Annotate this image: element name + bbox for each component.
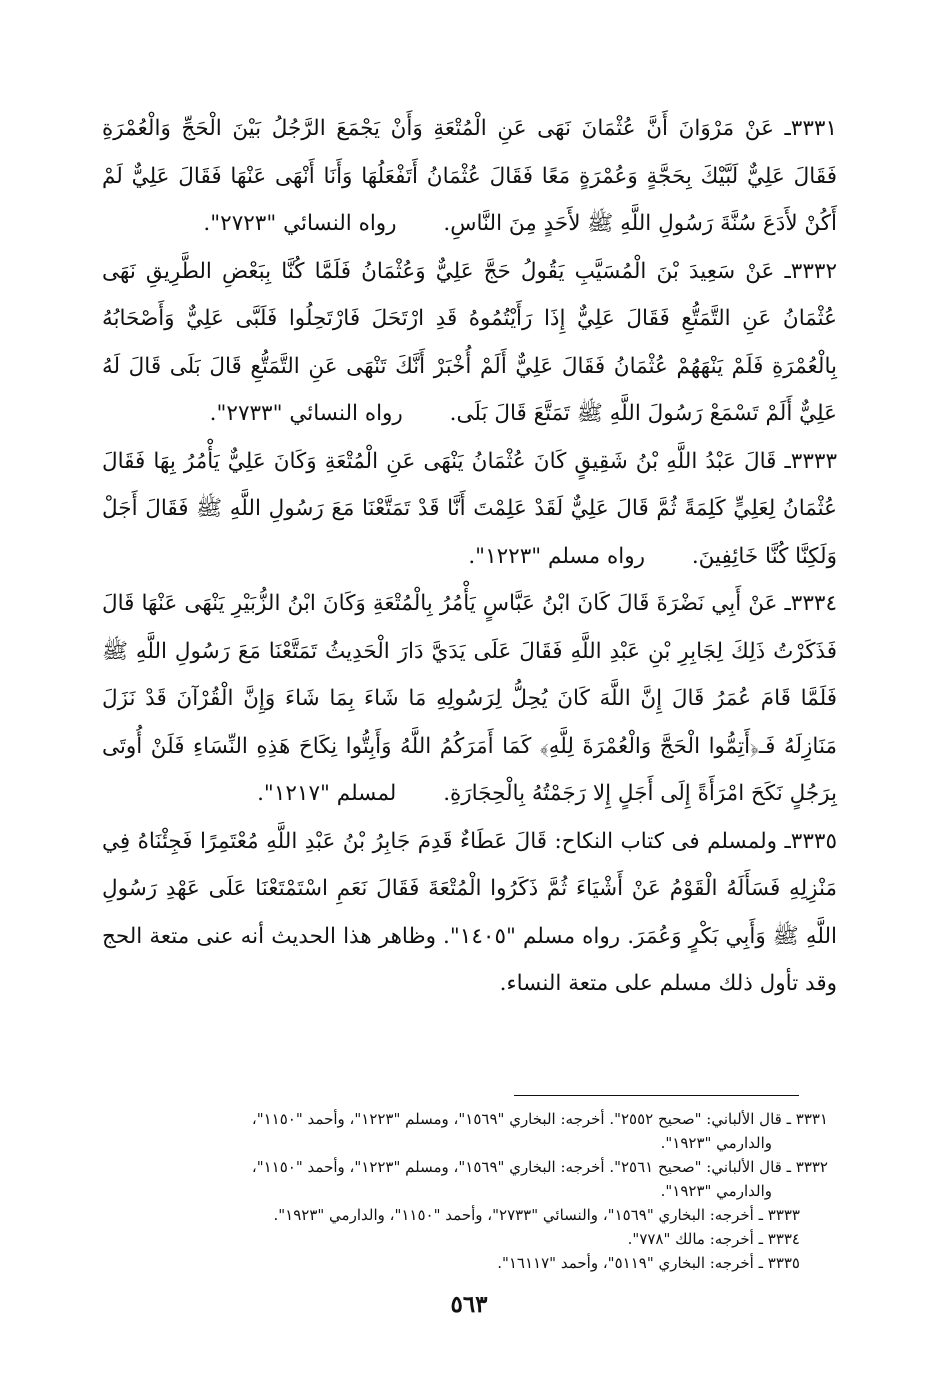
hadith-3331 [102,105,837,248]
footnote-line: ٣٣٣١ ـ قال الألباني: "صحيح ٢٥٥٢". أخرجه: البخاري "١٥٦٩"، ومسلم "١٢٢٣"، وأحمد "١١٥٠"، [251,1110,828,1128]
hadith-source: لمسلم "١٢١٧". [257,781,397,806]
hadith-source: رواه مسلم "١٢٢٣". [468,543,645,569]
hadith-3334 [102,580,837,818]
footnote-line: والدارمي "١٩٢٣". [660,1134,772,1152]
hadith-source: رواه النسائي "٢٧٢٣". [203,211,397,236]
footnote-divider [514,1095,799,1096]
hadith-text: ٣٣٣١ـ عَنْ مَرْوَانَ أَنَّ عُثْمَانَ نَهَى عَنِ الْمُتْعَةِ وَأَنْ يَجْمَعَ الرَّجُلُ بَيْنَ الْحَجِّ وَالْعُمْرَةِ فَقَالَ عَلِيٌّ لَبَّيْكَ بِحَجَّةٍ وَعُمْرَةٍ مَعًا فَقَالَ عُثْمَانُ أَتَفْعَلُهَا وَأَنَا أَنْهَى عَنْهَا فَقَالَ عَلِيٌّ لَمْ أَكُنْ لأَدَعَ سُنَّةَ رَسُولِ اللَّهِ ﷺ لأَحَدٍ مِنَ النَّاسِ. [102,116,837,236]
footnote-line: ٣٣٣٢ ـ قال الألباني: "صحيح ٢٥٦١". أخرجه: البخاري "١٥٦٩"، ومسلم "١٢٢٣"، وأحمد "١١٥٠"، [251,1158,828,1176]
footnote-line: ٣٣٣٥ ـ أخرجه: البخاري "٥١١٩"، وأحمد "١٦١١٧". [497,1254,800,1272]
hadith-text: ٣٣٣٤ـ عَنْ أَبِي نَضْرَةَ قَالَ كَانَ ابْنُ عَبَّاسٍ يَأْمُرُ بِالْمُتْعَةِ وَكَانَ ابْنُ الزُّبَيْرِ يَنْهَى عَنْهَا قَالَ فَذَكَرْتُ ذَلِكَ لِجَابِرِ بْنِ عَبْدِ اللَّهِ فَقَالَ عَلَى يَدَيَّ دَارَ الْحَدِيثُ تَمَتَّعْنَا مَعَ رَسُولِ اللَّهِ ﷺ فَلَمَّا قَامَ عُمَرُ قَالَ إِنَّ اللَّهَ كَانَ يُحِلُّ لِرَسُولِهِ مَا شَاءَ بِمَا شَاءَ وَإِنَّ الْقُرْآنَ قَدْ نَزَلَ مَنَازِلَهُ فَـ﴿أَتِمُّوا الْحَجَّ وَالْعُمْرَةَ لِلَّهِ﴾ كَمَا أَمَرَكُمُ اللَّهُ وَأَبِتُّوا نِكَاحَ هَذِهِ النِّسَاءِ فَلَنْ أُوتَى بِرَجُلٍ نَكَحَ امْرَأَةً إِلَى أَجَلٍ إِلا رَجَمْتُهُ بِالْحِجَارَةِ. [102,591,837,806]
hadith-text: ٣٣٣٢ـ عَنْ سَعِيدَ بْنَ الْمُسَيَّبِ يَقُولُ حَجَّ عَلِيٌّ وَعُثْمَانُ فَلَمَّا كُنَّا بِبَعْضِ الطَّرِيقِ نَهَى عُثْمَانُ عَنِ التَّمَتُّعِ فَقَالَ عَلِيٌّ إِذَا رَأَيْتُمُوهُ قَدِ ارْتَحَلَ فَارْتَحِلُوا فَلَبَّى عَلِيٌّ وَأَصْحَابُهُ بِالْعُمْرَةِ فَلَمْ يَنْهَهُمْ عُثْمَانُ فَقَالَ عَلِيٌّ أَلَمْ أُخْبَرْ أَنَّكَ تَنْهَى عَنِ التَّمَتُّعِ قَالَ بَلَى قَالَ لَهُ عَلِيٌّ أَلَمْ تَسْمَعْ رَسُولَ اللَّهِ ﷺ تَمَتَّعَ قَالَ بَلَى. [102,258,837,426]
hadith-3332 [102,248,837,438]
hadith-text: ٣٣٣٣ـ قَالَ عَبْدُ اللَّهِ بْنُ شَقِيقٍ كَانَ عُثْمَانُ يَنْهَى عَنِ الْمُتْعَةِ وَكَانَ عَلِيٌّ يَأْمُرُ بِهَا فَقَالَ عُثْمَانُ لِعَلِيٍّ كَلِمَةً ثُمَّ قَالَ عَلِيٌّ لَقَدْ عَلِمْتَ أَنَّا قَدْ تَمَتَّعْنَا مَعَ رَسُولِ اللَّهِ ﷺ فَقَالَ أَجَلْ وَلَكِنَّا كُنَّا خَائِفِينَ. [102,448,837,569]
footnote-3332 [102,1155,828,1203]
footnote-3331 [102,1107,828,1155]
footnote-line: ٣٣٣٤ ـ أخرجه: مالك "٧٧٨". [627,1230,800,1248]
footnote-3335 [102,1251,828,1275]
footnotes [102,1107,828,1275]
footnote-line: والدارمي "١٩٢٣". [660,1182,772,1200]
footnote-3333 [102,1203,828,1227]
hadith-3335 [102,818,837,1008]
hadith-source: رواه النسائي "٢٧٣٣". [209,401,403,426]
hadith-text-block [102,105,837,1008]
hadith-text: ٣٣٣٥ـ ولمسلم فى كتاب النكاح: قَالَ عَطَاءٌ قَدِمَ جَابِرُ بْنُ عَبْدِ اللَّهِ مُعْتَمِرًا فَجِئْنَاهُ فِي مَنْزِلِهِ فَسَأَلَهُ الْقَوْمُ عَنْ أَشْيَاءَ ثُمَّ ذَكَرُوا الْمُتْعَةَ فَقَالَ نَعَمِ اسْتَمْتَعْنَا عَلَى عَهْدِ رَسُولِ اللَّهِ ﷺ وَأَبِي بَكْرٍ وَعُمَرَ. رواه مسلم "١٤٠٥". وظاهر هذا الحديث أنه عنى متعة الحج وقد تأول ذلك مسلم على متعة النساء. [102,828,838,996]
hadith-3333 [102,438,837,581]
page-number: ٥٦٣ [450,1291,488,1318]
footnote-3334 [102,1227,828,1251]
footnote-line: ٣٣٣٣ ـ أخرجه: البخاري "١٥٦٩"، والنسائي "٢٧٣٣"، وأحمد "١١٥٠"، والدارمي "١٩٢٣". [273,1206,800,1224]
